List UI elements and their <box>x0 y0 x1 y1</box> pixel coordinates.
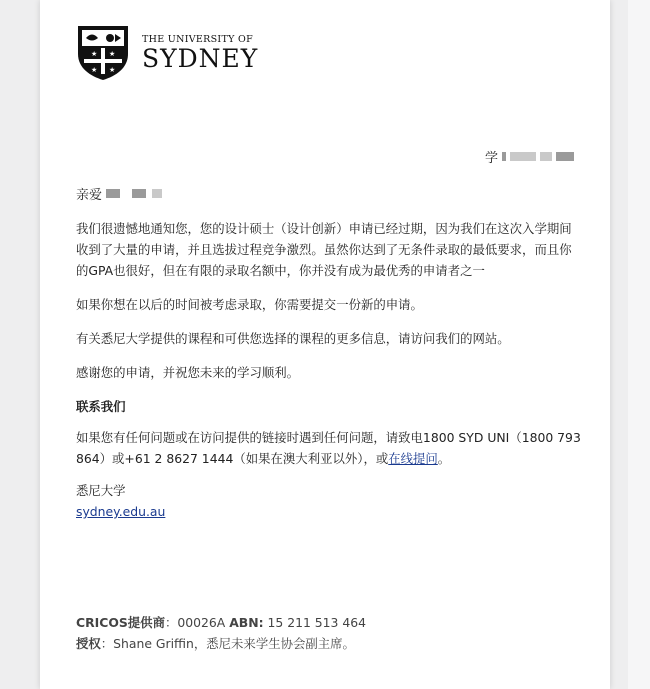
cricos-value: ：00026A <box>164 615 230 630</box>
redacted-mark <box>132 189 146 198</box>
auth-label: 授权 <box>76 636 101 651</box>
logo-line-2: SYDNEY <box>142 43 259 73</box>
authorization-line <box>76 633 366 654</box>
website-link[interactable]: sydney.edu.au <box>76 504 166 519</box>
contact-end: 。 <box>437 451 451 466</box>
redacted-mark <box>106 189 120 198</box>
redacted-mark <box>152 189 162 198</box>
contact-heading: 联系我们 <box>76 399 126 414</box>
recipient-line <box>485 147 574 166</box>
redacted-mark <box>502 152 506 161</box>
signature-name: 悉尼大学 <box>76 483 126 498</box>
letter-page <box>40 0 610 689</box>
svg-text:★: ★ <box>91 50 98 58</box>
cricos-line <box>76 612 366 633</box>
letter-body <box>76 218 581 522</box>
thanks-paragraph: 感谢您的申请，并祝您未来的学习顺利。 <box>76 365 300 380</box>
university-logo <box>76 24 258 82</box>
reapply-paragraph: 如果你想在以后的时间被考虑录取，你需要提交一份新的申请。 <box>76 297 423 312</box>
background-strip <box>628 0 650 689</box>
online-question-link[interactable]: 在线提问 <box>388 451 438 466</box>
contact-text: 如果您有任何问题或在访问提供的链接时遇到任何问题，请致电1800 SYD UNI（1800 793 864）或+61 2 8627 1444（如果在澳大利亚以外），或 <box>76 430 581 466</box>
redacted-mark <box>540 152 552 161</box>
recipient-prefix: 学 <box>484 151 498 166</box>
letter-footer <box>76 612 366 654</box>
contact-paragraph <box>76 427 581 469</box>
abn-label: ABN: <box>229 615 264 630</box>
svg-text:★: ★ <box>91 66 98 74</box>
info-paragraph: 有关悉尼大学提供的课程和可供您选择的课程的更多信息，请访问我们的网站。 <box>76 331 510 346</box>
svg-text:★: ★ <box>109 50 116 58</box>
rejection-paragraph: 我们很遗憾地通知您，您的设计硕士（设计创新）申请已经过期，因为我们在这次入学期间收到了大量的申请，并且选拔过程竞争激烈。虽然你达到了无条件录取的最低要求，而且你的GPA也很好，但在有限的录取名额中，你并没有成为最优秀的申请者之一 <box>76 221 572 278</box>
greeting-line <box>76 184 162 203</box>
abn-value: 15 211 513 464 <box>263 615 367 630</box>
auth-value: ：Shane Griffin，悉尼未来学生协会副主席。 <box>100 636 355 651</box>
cricos-label: CRICOS提供商 <box>76 615 165 630</box>
logo-line-1: THE UNIVERSITY OF <box>142 34 253 46</box>
svg-text:★: ★ <box>109 66 116 74</box>
signature-block <box>76 480 581 522</box>
greeting-prefix: 亲爱 <box>76 188 103 203</box>
redacted-mark <box>556 152 574 161</box>
redacted-mark <box>510 152 536 161</box>
university-crest-icon <box>76 24 130 82</box>
